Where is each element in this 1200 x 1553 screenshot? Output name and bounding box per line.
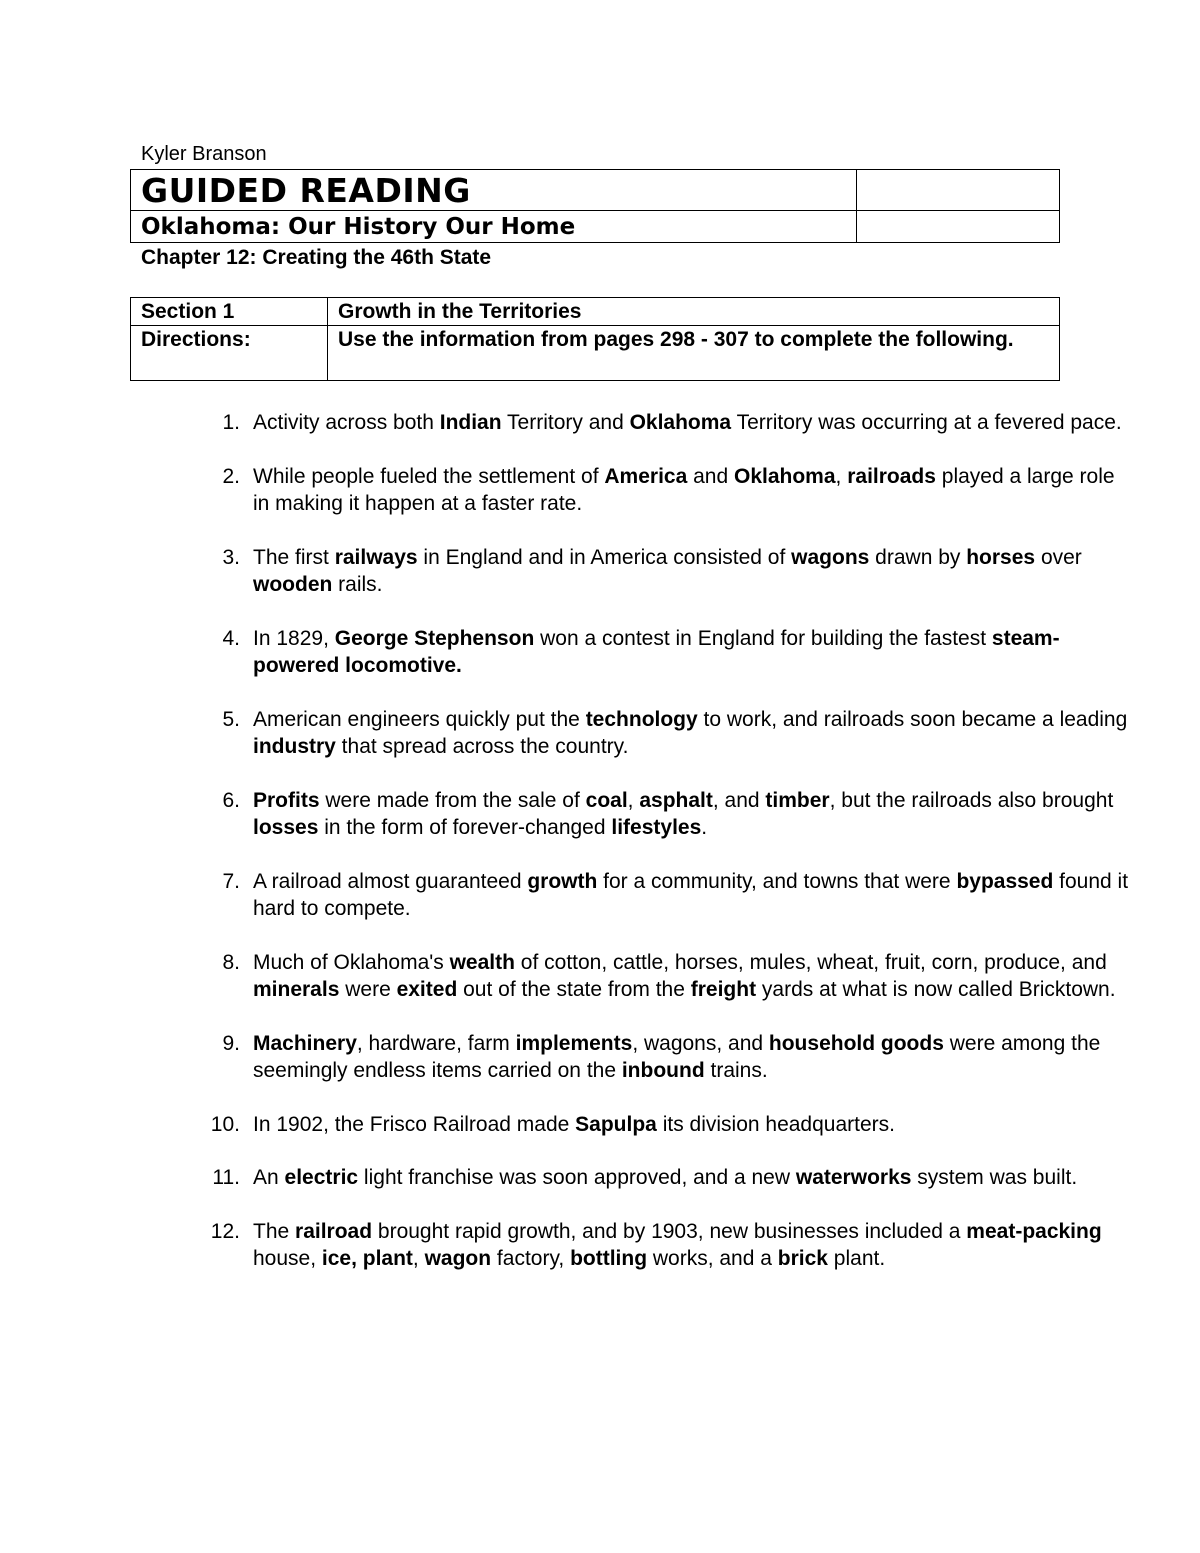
question-text-run: in England and in America consisted of [417, 545, 792, 569]
question-text [253, 1113, 895, 1136]
answer-term: bottling [570, 1247, 648, 1270]
question-number: 8. [222, 950, 240, 974]
question-item [200, 787, 1130, 842]
question-text-run: drawn by [869, 545, 967, 569]
question-text [253, 1032, 1100, 1083]
section-row [131, 298, 1060, 326]
question-number: 6. [222, 788, 240, 812]
answer-term: wagon [424, 1247, 492, 1270]
answer-term: America [604, 464, 688, 488]
question-list [200, 409, 1130, 1299]
question-item [200, 1030, 1130, 1085]
question-item [200, 706, 1130, 761]
header-blank-cell-2 [857, 211, 1060, 243]
answer-term: railroads [847, 464, 936, 488]
directions-text: Use the information from pages 298 - 307 to complete the following. [328, 326, 1060, 381]
header-subtitle-row [131, 211, 1060, 243]
answer-term: steam-powered locomotive. [253, 626, 1060, 677]
question-text-run: A railroad almost guaranteed [253, 869, 528, 893]
header-blank-cell-1 [857, 170, 1060, 211]
answer-term: railways [334, 545, 418, 569]
question-text [253, 465, 1115, 516]
question-text-run: were [339, 978, 397, 1001]
question-text-run: , but the railroads also brought [829, 788, 1114, 812]
question-text-run: were among the seemingly endless items carried on the [253, 1031, 1101, 1082]
chapter-title: Chapter 12: Creating the 46th State [141, 246, 492, 269]
answer-term: ice, plant [321, 1247, 413, 1270]
question-text-run: and [687, 464, 734, 488]
answer-term: George Stephenson [334, 626, 535, 650]
question-text-run: , hardware, farm [356, 1031, 516, 1055]
answer-term: Profits [253, 788, 320, 812]
answer-term: bypassed [956, 869, 1054, 893]
answer-term: meat-packing [966, 1219, 1102, 1243]
answer-term: waterworks [795, 1166, 912, 1189]
question-text-run: over [1035, 545, 1082, 569]
question-text-run: factory, [491, 1247, 571, 1270]
question-text-run: works, and a [647, 1247, 778, 1270]
section-label: Section 1 [131, 298, 328, 326]
question-text [253, 546, 1082, 597]
answer-term: growth [527, 869, 598, 893]
question-text-run: that spread across the country. [335, 735, 629, 758]
question-item [200, 949, 1130, 1004]
answer-term: Oklahoma [629, 411, 732, 434]
answer-term: exited [396, 978, 458, 1001]
question-text-run: won a contest in England for building the fastest [534, 626, 992, 650]
answer-term: household goods [768, 1031, 944, 1055]
answer-term: implements [515, 1031, 633, 1055]
answer-term: Oklahoma [734, 464, 836, 488]
question-item [200, 1218, 1130, 1273]
question-text [253, 708, 1127, 759]
question-text [253, 1166, 1077, 1189]
answer-term: Machinery [253, 1031, 357, 1055]
question-text-run: system was built. [911, 1166, 1078, 1189]
question-text-run: trains. [704, 1059, 768, 1082]
question-text-run: , [835, 464, 848, 488]
question-text-run: American engineers quickly put the [253, 707, 586, 731]
question-text [253, 627, 1060, 678]
question-text-run: The first [253, 545, 335, 569]
answer-term: inbound [621, 1059, 705, 1082]
question-item [200, 625, 1130, 680]
question-text-run: In 1829, [253, 626, 335, 650]
question-text-run: of cotton, cattle, horses, mules, wheat, fruit, corn, produce, and [514, 950, 1107, 974]
question-item [200, 1164, 1130, 1192]
question-text-run: Territory and [501, 411, 630, 434]
question-number: 7. [222, 869, 240, 893]
question-text-run: found it hard to compete. [253, 869, 1129, 920]
question-number: 2. [222, 464, 240, 488]
question-item [200, 409, 1130, 437]
question-item [200, 463, 1130, 518]
answer-term: coal [585, 788, 628, 812]
directions-row [131, 326, 1060, 381]
answer-term: Indian [439, 411, 502, 434]
answer-term: wealth [449, 950, 515, 974]
question-text [253, 1220, 1102, 1271]
question-text-run: house, [253, 1247, 322, 1270]
question-text-run: In 1902, the Frisco Railroad made [253, 1112, 576, 1136]
answer-term: freight [690, 978, 757, 1001]
question-number: 12. [210, 1219, 240, 1243]
question-text-run: . [701, 816, 708, 839]
student-name: Kyler Branson [141, 143, 267, 165]
question-text-run: in the form of forever-changed [318, 816, 612, 839]
question-text [253, 870, 1128, 921]
answer-term: electric [284, 1166, 359, 1189]
guided-reading-title: GUIDED READING [131, 170, 857, 211]
answer-term: minerals [253, 978, 340, 1001]
question-number: 9. [222, 1031, 240, 1055]
question-text-run: , [412, 1247, 425, 1270]
question-text-run: While people fueled the settlement of [253, 464, 605, 488]
question-text [253, 789, 1113, 840]
question-text-run: Territory was occurring at a fevered pace. [731, 411, 1122, 434]
answer-term: railroad [295, 1219, 373, 1243]
book-title: Oklahoma: Our History Our Home [131, 211, 857, 243]
answer-term: losses [253, 816, 319, 839]
question-text-run: played a large role in making it happen at a faster rate. [253, 464, 1115, 515]
answer-term: technology [585, 707, 698, 731]
question-item [200, 868, 1130, 923]
answer-term: brick [777, 1247, 828, 1270]
question-number: 4. [222, 626, 240, 650]
answer-term: wagons [791, 545, 870, 569]
question-text-run: brought rapid growth, and by 1903, new businesses included a [372, 1219, 967, 1243]
question-number: 1. [222, 411, 240, 434]
question-text-run: its division headquarters. [656, 1112, 895, 1136]
question-number: 11. [212, 1166, 240, 1189]
question-text-run: , [627, 788, 640, 812]
section-table [130, 297, 1060, 381]
question-text-run: plant. [827, 1247, 886, 1270]
question-text-run: yards at what is now called Bricktown. [756, 978, 1116, 1001]
question-text-run: The [253, 1219, 296, 1243]
directions-label: Directions: [131, 326, 328, 381]
question-text-run: , and [712, 788, 766, 812]
answer-term: wooden [253, 573, 333, 596]
answer-term: Sapulpa [575, 1112, 657, 1136]
question-number: 10. [210, 1112, 240, 1136]
header-table [130, 169, 1060, 243]
question-number: 5. [222, 707, 240, 731]
answer-term: timber [765, 788, 830, 812]
question-text-run: for a community, and towns that were [597, 869, 957, 893]
answer-term: horses [966, 545, 1036, 569]
question-item [200, 1111, 1130, 1139]
answer-term: asphalt [639, 788, 713, 812]
answer-term: lifestyles [611, 816, 702, 839]
question-text-run: , wagons, and [632, 1031, 769, 1055]
question-text-run: Activity across both [253, 411, 440, 434]
question-text-run: light franchise was soon approved, and a new [358, 1166, 796, 1189]
question-text-run: out of the state from the [457, 978, 691, 1001]
answer-term: industry [253, 735, 336, 758]
question-text [253, 411, 1122, 434]
question-number: 3. [222, 545, 240, 569]
question-text-run: were made from the sale of [319, 788, 586, 812]
question-text-run: to work, and railroads soon became a leading [697, 707, 1128, 731]
header-title-row [131, 170, 1060, 211]
question-item [200, 544, 1130, 599]
question-text [253, 951, 1116, 1002]
question-text-run: rails. [332, 573, 383, 596]
section-name: Growth in the Territories [328, 298, 1060, 326]
question-text-run: An [253, 1166, 285, 1189]
question-text-run: Much of Oklahoma's [253, 950, 450, 974]
